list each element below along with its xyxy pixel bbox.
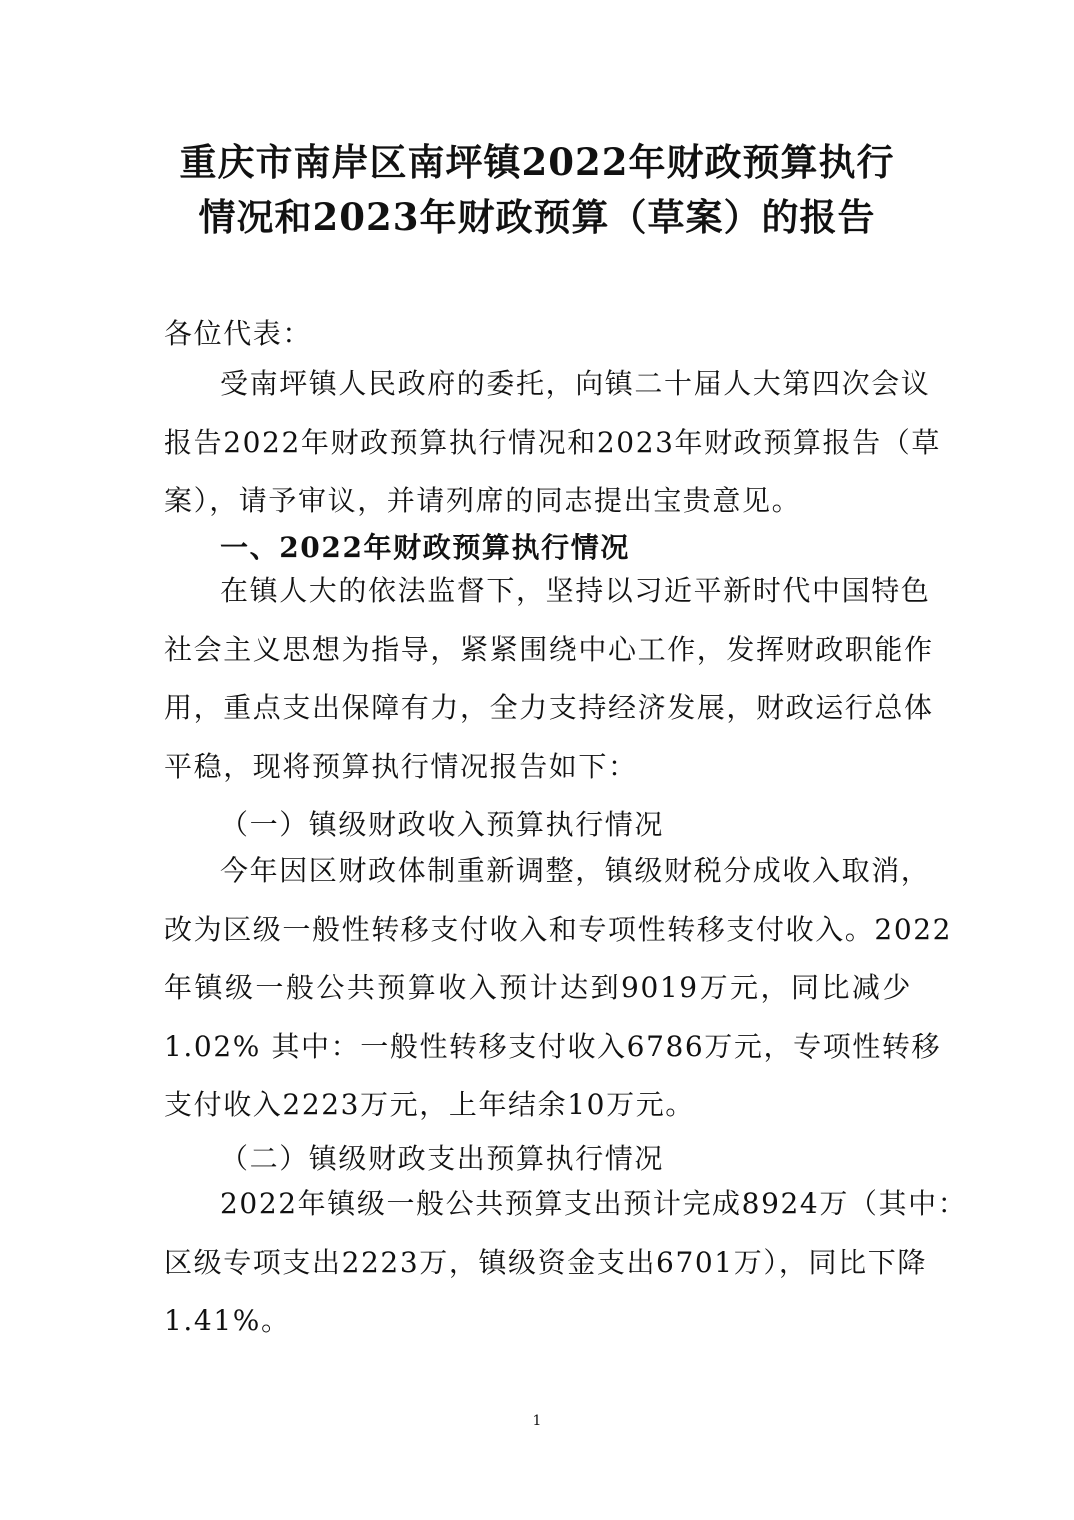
- subsection1-paragraph: [164, 842, 953, 1135]
- paragraph-line: 社会主义思想为指导，紧紧围绕中心工作，发挥财政职能作: [164, 632, 934, 666]
- paragraph-line: 年镇级一般公共预算收入预计达到9019万元，同比减少: [164, 971, 912, 1005]
- heading-text: （一）镇级财政收入预算执行情况: [220, 808, 665, 841]
- paragraph-line: 今年因区财政体制重新调整，镇级财税分成收入取消，: [220, 854, 931, 887]
- paragraph-line: 2022年镇级一般公共预算支出预计完成8924万（其中：: [220, 1187, 968, 1220]
- paragraph-line: 1.41%。: [164, 1304, 291, 1338]
- paragraph-line: 1.02% 其中：一般性转移支付收入6786万元，专项性转移: [164, 1029, 942, 1063]
- paragraph-line: 用，重点支出保障有力，全力支持经济发展，财政运行总体: [164, 691, 934, 725]
- paragraph-line: 在镇人大的依法监督下，坚持以习近平新时代中国特色: [220, 574, 931, 607]
- heading-text: （二）镇级财政支出预算执行情况: [220, 1142, 665, 1175]
- paragraph-line: 报告2022年财政预算执行情况和2023年财政预算报告（草: [164, 425, 941, 459]
- document-title-line-1: 重庆市南岸区南坪镇2022年财政预算执行: [179, 140, 895, 184]
- heading-text: 一、2022年财政预算执行情况: [220, 531, 630, 564]
- subsection2-paragraph: [164, 1175, 968, 1351]
- paragraph-line: 支付收入2223万元，上年结余10万元。: [164, 1088, 695, 1122]
- salutation-text: 各位代表：: [164, 317, 313, 350]
- paragraph-line: 受南坪镇人民政府的委托，向镇二十届人大第四次会议: [220, 367, 931, 400]
- paragraph-line: 改为区级一般性转移支付收入和专项性转移支付收入。2022: [164, 912, 953, 946]
- paragraph-line: 案），请予审议，并请列席的同志提出宝贵意见。: [164, 484, 802, 518]
- document-title-line-2: 情况和2023年财政预算（草案）的报告: [198, 195, 876, 239]
- paragraph-line: 平稳，现将预算执行情况报告如下：: [164, 749, 638, 783]
- page-number: 1: [532, 1413, 542, 1429]
- section1-intro-paragraph: [164, 562, 934, 796]
- intro-paragraph: [164, 355, 941, 531]
- paragraph-line: 区级专项支出2223万，镇级资金支出6701万），同比下降: [164, 1245, 927, 1279]
